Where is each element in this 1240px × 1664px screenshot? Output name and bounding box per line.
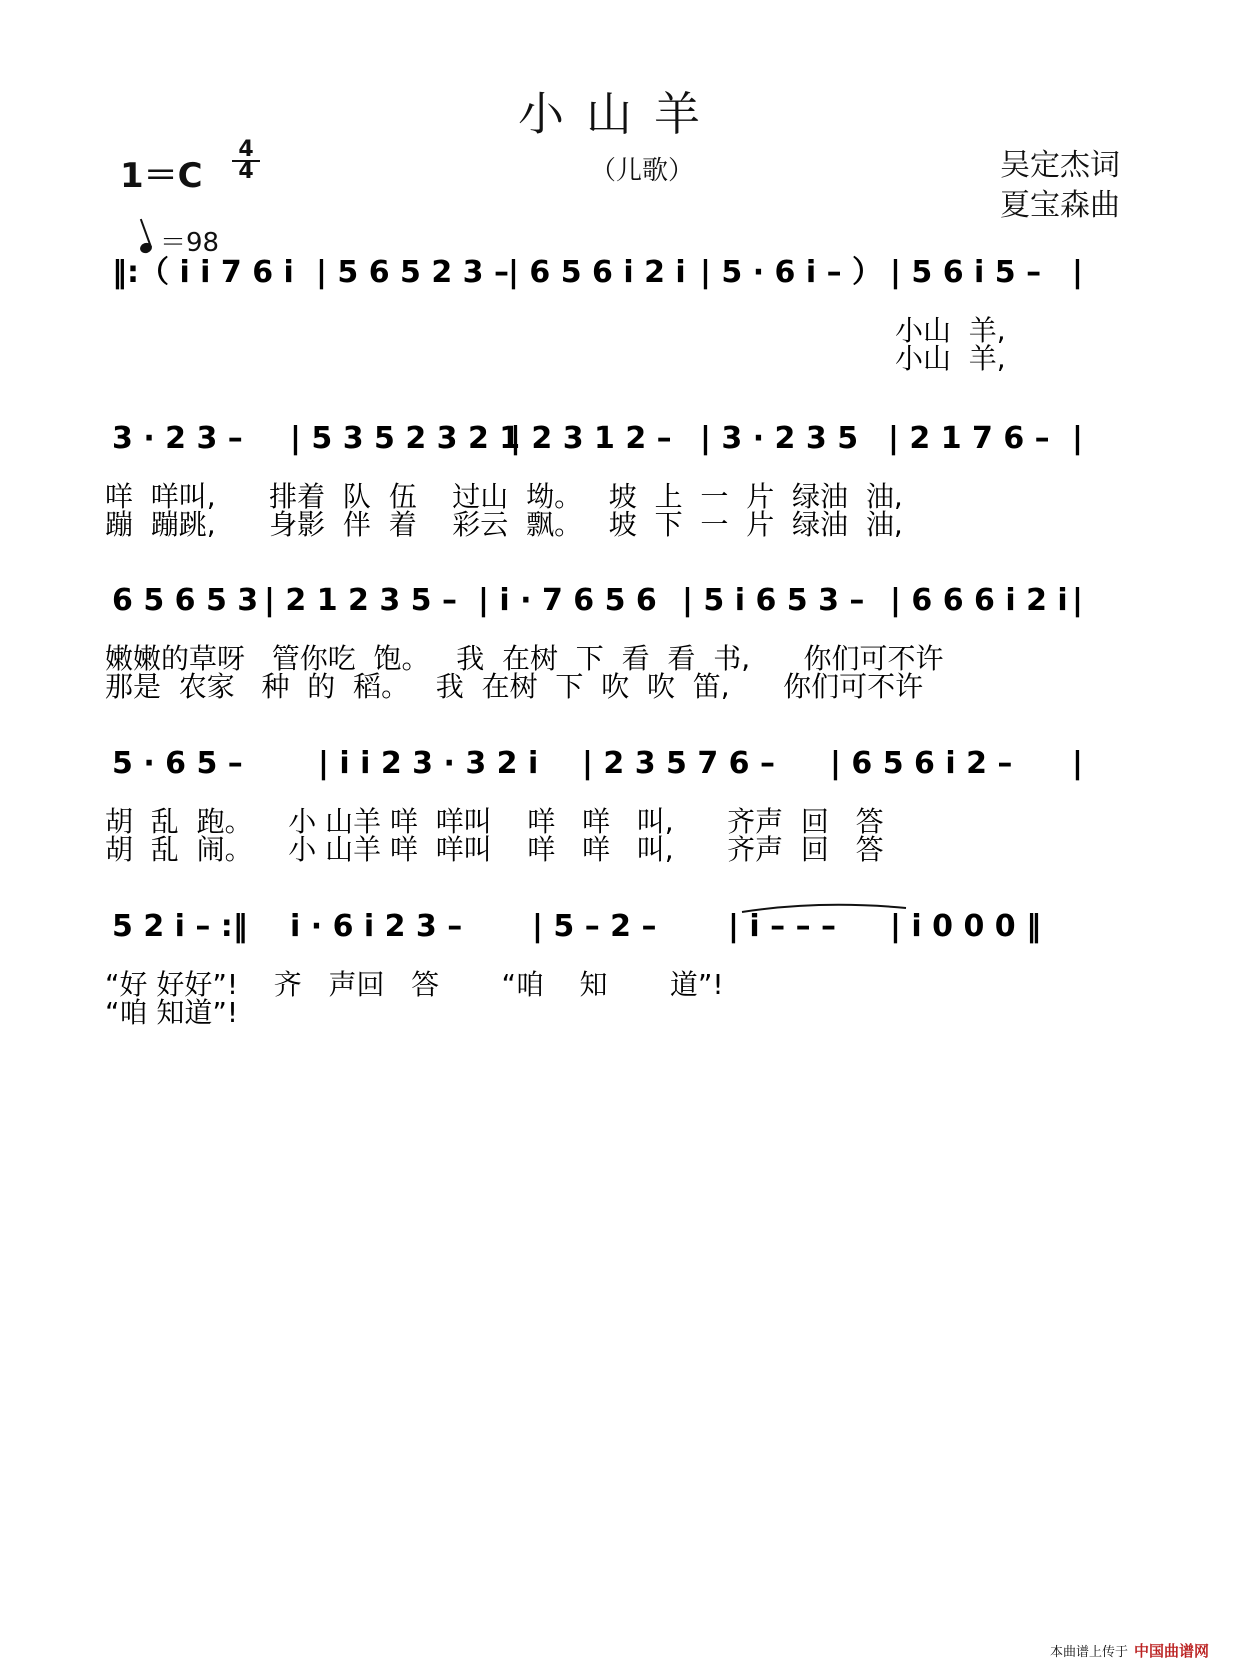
measure-notes: | 6 6 6 i 2 i xyxy=(890,583,1068,618)
lyrics-line: 胡 乱 跑。 小 山羊 咩 咩叫 咩 咩 叫, 齐声 回 答 xyxy=(105,805,884,838)
measure-notes: | 3 · 2 3 5 xyxy=(700,421,859,456)
measure-notes: 5 2 i – :‖ xyxy=(112,909,248,944)
measure-notes: | xyxy=(1072,421,1083,456)
measure-notes: | 5 · 6 i – ） xyxy=(700,255,883,290)
measure-notes: ‖:（ i i 7 6 i xyxy=(112,255,294,290)
measure-notes: | i 0 0 0 ‖ xyxy=(890,909,1042,944)
measure-notes: | i · 7 6 5 6 xyxy=(478,583,657,618)
measure-notes: | 2 1 2 3 5 – xyxy=(264,583,457,618)
measure-notes: | 5 – 2 – xyxy=(532,909,657,944)
lyrics-line: 小山 羊, xyxy=(895,342,1006,375)
measure-notes: | 6 5 6 i 2 i xyxy=(508,255,686,290)
lyricist-credit: 吴定杰词 xyxy=(1000,148,1120,183)
lyrics-line: “咱 知道”! xyxy=(105,996,239,1029)
time-signature-top: 4 xyxy=(232,140,260,162)
composer-credit: 夏宝森曲 xyxy=(1000,188,1120,223)
footer xyxy=(1050,1640,1209,1661)
measure-notes: | 2 3 1 2 – xyxy=(510,421,672,456)
measure-notes: | i i 2 3 · 3 2 i xyxy=(318,746,539,781)
measure-notes: 3 · 2 3 – xyxy=(112,421,243,456)
tempo-value: ＝98 xyxy=(160,228,220,258)
footer-text: 本曲谱上传于 xyxy=(1050,1645,1129,1660)
measure-notes: i · 6 i 2 3 – xyxy=(290,909,463,944)
measure-notes: | 5 6 i 5 – xyxy=(890,255,1042,290)
measure-notes: | 2 3 5 7 6 – xyxy=(582,746,775,781)
lyrics-line: “好 好好”! 齐 声回 答 “咱 知 道”! xyxy=(105,968,724,1001)
lyrics-line: 胡 乱 闹。 小 山羊 咩 咩叫 咩 咩 叫, 齐声 回 答 xyxy=(105,833,884,866)
measure-notes: 5 · 6 5 – xyxy=(112,746,243,781)
lyrics-line: 那是 农家 种 的 稻。 我 在树 下 吹 吹 笛, 你们可不许 xyxy=(105,670,924,703)
footer-site: 中国曲谱网 xyxy=(1134,1642,1210,1660)
measure-notes: | 5 i 6 5 3 – xyxy=(682,583,865,618)
measure-notes: | xyxy=(1072,255,1083,290)
lyrics-line: 咩 咩叫, 排着 队 伍 过山 坳。 坡 上 一 片 绿油 油, xyxy=(105,480,903,513)
score-title: 小山羊 xyxy=(518,87,722,141)
score-subtitle: （儿歌） xyxy=(590,156,695,186)
measure-notes: 6 5 6 5 3 xyxy=(112,583,259,618)
lyrics-line: 小山 羊, xyxy=(895,314,1006,347)
measure-notes: | 5 3 5 2 3 2 1 xyxy=(290,421,521,456)
measure-notes: | i – – – xyxy=(728,909,837,944)
measure-notes: | xyxy=(1072,746,1083,781)
measure-notes: | 5 6 5 2 3 – xyxy=(316,255,509,290)
lyrics-line: 嫩嫩的草呀 管你吃 饱。 我 在树 下 看 看 书, 你们可不许 xyxy=(105,642,944,675)
measure-notes: | 6 5 6 i 2 – xyxy=(830,746,1013,781)
key-signature: 1＝C xyxy=(120,156,203,196)
measure-notes: | xyxy=(1072,583,1083,618)
measure-notes: | 2 1 7 6 – xyxy=(888,421,1050,456)
time-signature-bottom: 4 xyxy=(238,159,254,184)
lyrics-line: 蹦 蹦跳, 身影 伴 着 彩云 飘。 坡 下 一 片 绿油 油, xyxy=(105,508,903,541)
